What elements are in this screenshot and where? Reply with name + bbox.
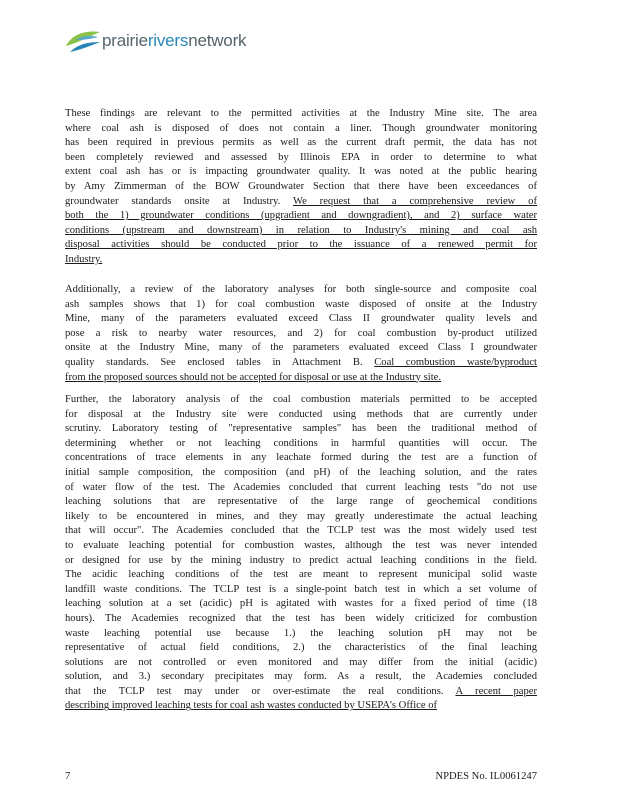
- text-segment: to evaluate leaching potential for combustion wastes, although the test was never intended: [65, 539, 537, 551]
- page-number: 7: [65, 771, 71, 782]
- text-line: [65, 451, 537, 466]
- text-segment: These findings are relevant to the permitted activities at the Industry Mine site. The area: [65, 108, 537, 119]
- underlined-text: conditions (upstream and downstream) in relation to Industry's mining and coal ash: [65, 224, 537, 236]
- text-line: [65, 466, 537, 481]
- text-line: [65, 136, 537, 151]
- text-segment: Additionally, a review of the laboratory analyses for both single-source and composite coal: [65, 284, 537, 295]
- underlined-text: disposal activities should be conducted prior to the issuance of a renewed permit for: [65, 239, 537, 251]
- logo-word-prairie: prairie: [102, 31, 148, 50]
- text-line: [65, 583, 537, 598]
- text-line: [65, 510, 537, 525]
- text-segment: Further, the laboratory analysis of the coal combustion materials permitted to be accepted: [65, 394, 537, 405]
- text-line: [65, 641, 537, 656]
- text-line: [65, 568, 537, 583]
- text-line: [65, 481, 537, 496]
- text-segment: or designed for use by the mining industry to predict actual leaching conditions in the field.: [65, 554, 537, 566]
- text-line: [65, 327, 537, 342]
- text-line: [65, 408, 537, 423]
- text-segment: leaching solution at a set (acidic) pH is agitated with wastes for a fixed period of time (18: [65, 598, 537, 610]
- text-line: [65, 670, 537, 685]
- text-segment: pose a risk to nearby water resources, and 2) for coal combustion by-product utilized: [65, 327, 537, 339]
- logo-wordmark: [102, 31, 246, 51]
- text-segment: been completely reviewed and assessed by Illinois EPA in order to determine to what: [65, 151, 537, 163]
- text-line: [65, 539, 537, 554]
- text-line: [65, 612, 537, 627]
- text-segment: determining whether or not leaching conditions in harmful quantities will occur. The: [65, 437, 537, 449]
- text-line: [65, 341, 537, 356]
- text-line: [65, 165, 537, 180]
- text-line: [65, 107, 537, 122]
- text-segment: groundwater standards onsite at Industry.: [65, 195, 293, 207]
- text-line: [65, 151, 537, 166]
- text-line: [65, 597, 537, 612]
- text-line: [65, 283, 537, 298]
- underlined-text: Coal combustion waste/byproduct: [374, 356, 537, 368]
- text-segment: solutions are not controlled or even monitored and may differ from the initial (acidic): [65, 656, 537, 668]
- text-line: [65, 627, 537, 642]
- text-segment: representative of actual field conditions, 2.) the characteristics of the final leaching: [65, 642, 537, 654]
- text-segment: leaching solutions that are representative of the large range of geochemical conditions: [65, 496, 537, 508]
- text-segment: ash samples shows that 1) for coal combustion waste disposed of onsite at the Industry: [65, 298, 537, 310]
- text-line: [65, 393, 537, 408]
- text-line: [65, 371, 537, 386]
- text-segment: waste leaching potential use because 1.) the leaching solution pH may not be: [65, 627, 537, 639]
- text-line: [65, 298, 537, 313]
- text-line: [65, 180, 537, 195]
- text-line: [65, 656, 537, 671]
- text-line: [65, 495, 537, 510]
- text-segment: Mine, many of the parameters evaluated exceed Class II groundwater quality levels and: [65, 313, 537, 325]
- text-line: [65, 524, 537, 539]
- text-segment: solution, and 3.) secondary precipitates may form. As a result, the Academies concluded: [65, 671, 537, 683]
- text-segment: initial sample composition, the composition (and pH) of the leaching solution, and the rates: [65, 466, 537, 478]
- underlined-text: describing improved leaching tests for coal ash wastes conducted by USEPA's Office of: [65, 700, 438, 712]
- text-line: [65, 224, 537, 239]
- text-segment: extent coal ash has or is impacting groundwater quality. It was noted at the public hearing: [65, 166, 537, 178]
- text-segment: that the TCLP test may under or over-estimate the real conditions.: [65, 685, 456, 697]
- text-line: [65, 422, 537, 437]
- leaf-icon: [64, 26, 104, 56]
- underlined-text: We request that a comprehensive review of: [292, 195, 537, 207]
- text-line: [65, 209, 537, 224]
- text-line: [65, 195, 537, 210]
- text-segment: of water flow of the test. The Academies concluded that current leaching tests "do not use: [65, 481, 537, 493]
- text-segment: concentrations of trace elements in any leachate formed during the test are a function of: [65, 452, 537, 464]
- underlined-text: Industry.: [65, 253, 103, 265]
- text-segment: landfill waste conditions. The TCLP test is a single-point batch test in which a set volume of: [65, 583, 537, 595]
- text-segment: quality standards. See enclosed tables in Attachment B.: [65, 356, 375, 368]
- npdes-number: NPDES No. IL0061247: [435, 771, 537, 782]
- text-segment: onsite at the Industry Mine, many of the parameters evaluated exceed Class I groundwater: [65, 342, 537, 354]
- text-line: [65, 122, 537, 137]
- text-line: [65, 312, 537, 327]
- text-line: [65, 356, 537, 371]
- text-segment: that will occur". The Academies concluded that the TCLP test was the most widely used test: [65, 525, 537, 537]
- prairie-rivers-network-logo: [64, 22, 304, 62]
- text-segment: by Amy Zimmerman of the BOW Groundwater Section that there have been exceedances of: [65, 180, 537, 192]
- text-line: [65, 699, 537, 714]
- paragraph-groundwater-findings: [65, 107, 537, 268]
- text-line: [65, 554, 537, 569]
- text-segment: scrutiny. Laboratory testing of "representative samples" has been the traditional method of: [65, 423, 537, 435]
- text-line: [65, 253, 537, 268]
- text-segment: The acidic leaching conditions of the test are meant to represent municipal solid waste: [65, 569, 537, 581]
- underlined-text: from the proposed sources should not be accepted for disposal or use at the Industry site.: [65, 371, 441, 383]
- text-segment: where coal ash is disposed of does not contain a liner. Though groundwater monitoring: [65, 122, 537, 134]
- logo-word-network: network: [188, 31, 247, 50]
- text-line: [65, 685, 537, 700]
- text-line: [65, 437, 537, 452]
- text-segment: has been required in previous permits as well as the current draft permit, the data has not: [65, 137, 537, 149]
- underlined-text: both the 1) groundwater conditions (upgradient and downgradient), and 2) surface water: [65, 210, 537, 222]
- paragraph-leaching-tests: [65, 393, 537, 714]
- text-line: [65, 238, 537, 253]
- text-segment: hours). The Academies recognized that the test has been widely criticized for combustion: [65, 612, 537, 624]
- text-segment: likely to be encountered in mines, and they may greatly underestimate the actual leaching: [65, 510, 537, 522]
- logo-word-rivers: rivers: [147, 31, 189, 50]
- text-segment: for disposal at the Industry site were conducted using methods that are currently under: [65, 408, 537, 420]
- paragraph-laboratory-analyses: [65, 283, 537, 385]
- underlined-text: A recent paper: [455, 685, 537, 697]
